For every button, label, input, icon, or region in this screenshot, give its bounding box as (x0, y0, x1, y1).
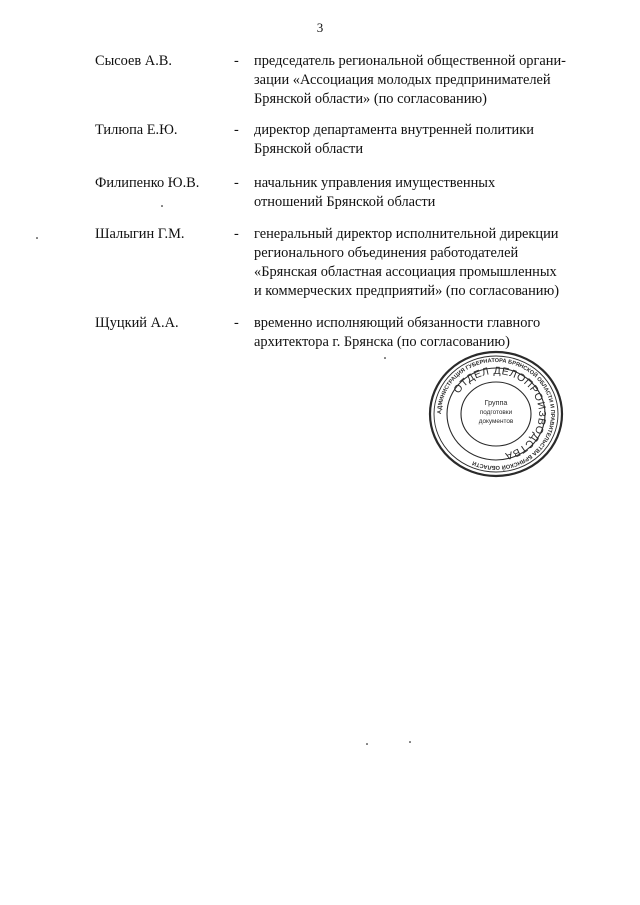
seal-center-line: Группа (484, 398, 508, 407)
member-dash: - (234, 175, 239, 191)
member-dash: - (234, 122, 239, 138)
member-role-line: генеральный директор исполнительной дирекции (254, 226, 559, 242)
member-dash: - (234, 315, 239, 331)
member-role-line: председатель региональной общественной органи- (254, 53, 566, 69)
member-name: Тилюпа Е.Ю. (95, 122, 178, 138)
member-role (254, 174, 590, 212)
member-role (254, 52, 590, 109)
member-name: Шалыгин Г.М. (95, 226, 185, 242)
member-dash: - (234, 226, 239, 242)
page-number: 3 (316, 20, 324, 35)
seal-center-line: документов (478, 418, 514, 425)
office-seal (427, 350, 565, 478)
scan-speck (36, 237, 38, 239)
member-name: Филипенко Ю.В. (95, 175, 200, 191)
member-role-line: начальник управления имущественных (254, 175, 496, 191)
member-role-line: временно исполняющий обязанности главного (254, 315, 541, 331)
member-role-line: Брянской области» (по согласованию) (254, 91, 487, 107)
office-seal-graphic (427, 350, 565, 478)
member-role-line: Брянской области (254, 141, 364, 157)
member-dash: - (234, 53, 239, 69)
member-role-line: директор департамента внутренней политики (254, 122, 534, 138)
member-name: Сысоев А.В. (95, 53, 172, 69)
member-role-line: архитектора г. Брянска (по согласованию) (254, 334, 510, 350)
member-role-line: «Брянская областная ассоциация промышленных (254, 264, 557, 280)
scan-speck (384, 357, 386, 359)
member-role (254, 121, 590, 159)
scan-speck (366, 743, 368, 745)
seal-outer-text: АДМИНИСТРАЦИЯ ГУБЕРНАТОРА БРЯНСКОЙ ОБЛАСТИ И ПРАВИТЕЛЬСТВА БРЯНСКОЙ ОБЛАСТИ (436, 357, 556, 471)
member-role (254, 225, 590, 301)
scan-speck (161, 205, 163, 207)
member-name: Щуцкий А.А. (95, 315, 179, 331)
scan-speck (409, 741, 411, 743)
seal-inner-text: ОТДЕЛ ДЕЛОПРОИЗВОДСТВА (451, 364, 549, 463)
member-role-line: и коммерческих предприятий» (по согласованию) (254, 283, 560, 299)
member-role-line: зации «Ассоциация молодых предпринимателей (254, 72, 551, 88)
member-role-line: регионального объединения работодателей (254, 245, 519, 261)
seal-center-line: подготовки (479, 409, 513, 416)
member-role-line: отношений Брянской области (254, 194, 436, 210)
member-role (254, 314, 590, 352)
